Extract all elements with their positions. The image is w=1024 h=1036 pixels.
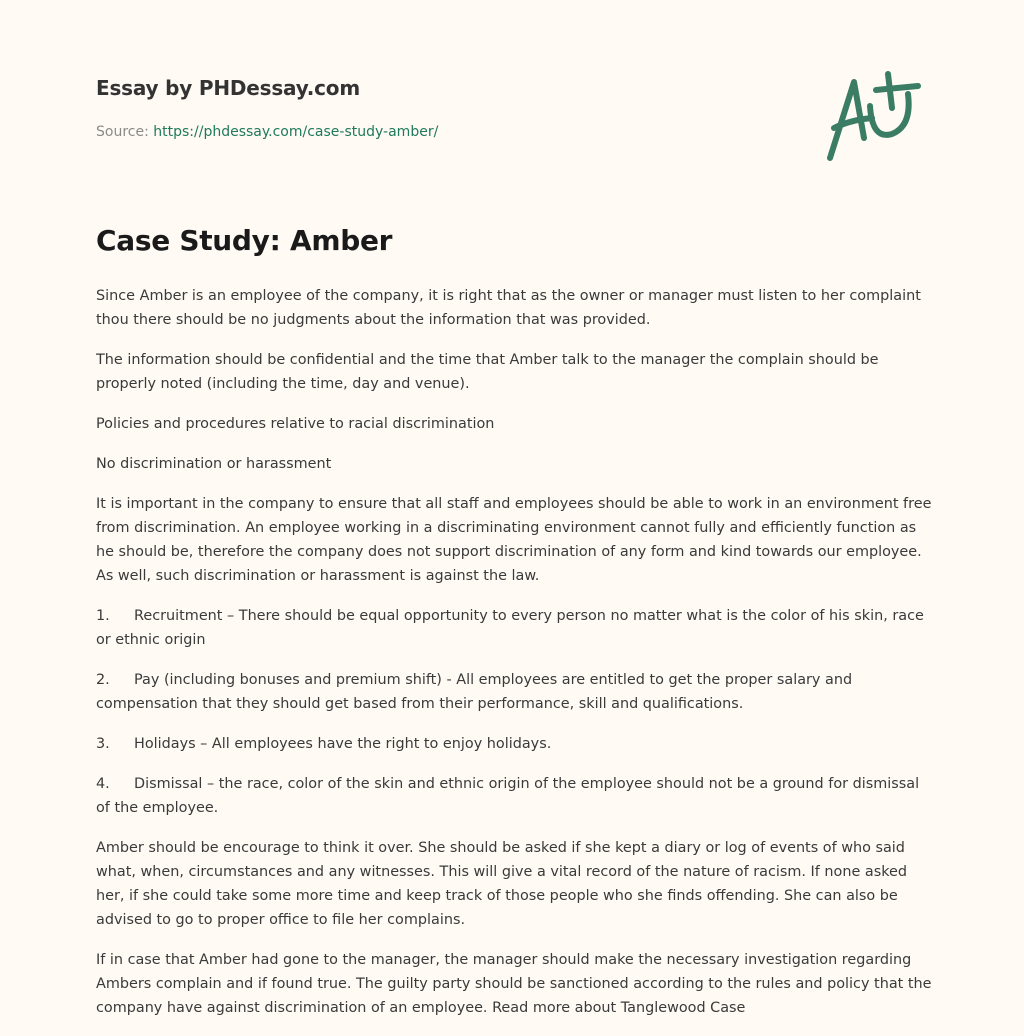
paragraph: Since Amber is an employee of the company, it is right that as the owner or manager must listen to her complaint thou there should be no judgments about the information that was provided. bbox=[96, 288, 921, 328]
source-link[interactable]: https://phdessay.com/case-study-amber/ bbox=[153, 124, 439, 140]
paragraph: Amber should be encourage to think it over. She should be asked if she kept a diary or log of events of who said what, when, circumstances and any witnesses. This will give a vital record of the nature of racism. If none asked her, if she could take some more time and keep track of those people who she finds offending. She can also be advised to go to proper office to file her complains. bbox=[96, 840, 908, 928]
list-text: Recruitment – There should be equal opportunity to every person no matter what is the color of his skin, race or ethnic origin bbox=[96, 608, 924, 648]
source-line bbox=[96, 124, 438, 140]
list-item bbox=[96, 668, 932, 716]
paragraph: The information should be confidential and the time that Amber talk to the manager the complain should be properly noted (including the time, day and venue). bbox=[96, 352, 879, 392]
paragraph: If in case that Amber had gone to the manager, the manager should make the necessary investigation regarding Ambers complain and if found true. The guilty party should be sanctioned according to the rules and policy that the company have against discrimination of an employee. Read more about Tanglewood Case bbox=[96, 952, 932, 1016]
list-number: 3. bbox=[96, 736, 110, 752]
essay-body bbox=[96, 284, 932, 1036]
list-item bbox=[96, 604, 932, 652]
a-plus-logo-icon bbox=[820, 68, 930, 164]
list-item bbox=[96, 772, 932, 820]
source-label: Source: bbox=[96, 124, 149, 140]
list-text: Holidays – All employees have the right to enjoy holidays. bbox=[134, 736, 552, 752]
list-number: 1. bbox=[96, 608, 110, 624]
paragraph: No discrimination or harassment bbox=[96, 456, 332, 472]
page-title: Case Study: Amber bbox=[96, 224, 393, 257]
paragraph: Policies and procedures relative to racial discrimination bbox=[96, 416, 495, 432]
site-brand: Essay by PHDessay.com bbox=[96, 76, 360, 100]
list-text: Pay (including bonuses and premium shift) - All employees are entitled to get the proper salary and compensation that they should get based from their performance, skill and qualifications. bbox=[96, 672, 853, 712]
list-number: 4. bbox=[96, 776, 110, 792]
list-number: 2. bbox=[96, 672, 110, 688]
paragraph: It is important in the company to ensure that all staff and employees should be able to work in an environment free from discrimination. An employee working in a discriminating environment cannot fully and efficiently function as he should be, therefore the company does not support discrimination of any form and kind towards our employee. As well, such discrimination or harassment is against the law. bbox=[96, 496, 932, 584]
list-item bbox=[96, 732, 932, 756]
list-text: Dismissal – the race, color of the skin and ethnic origin of the employee should not be a ground for dismissal of the employee. bbox=[96, 776, 920, 816]
